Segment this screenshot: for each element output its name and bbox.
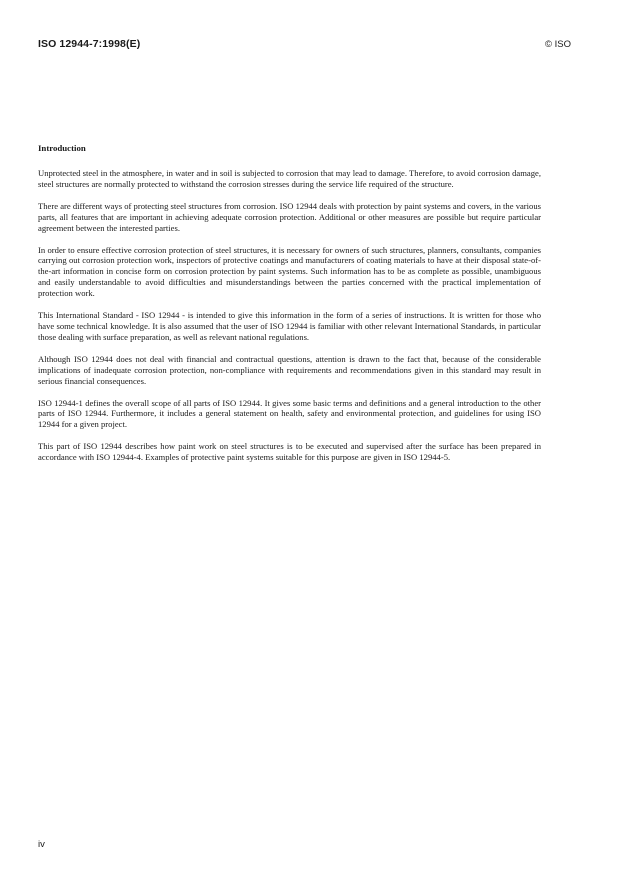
paragraph-5: Although ISO 12944 does not deal with financial and contractual questions, attention is drawn to the fact that, because of the considerable implications of inadequate corrosion protection, non-compliance with requirements and recommendations given in this standard may result in serious financial consequences. [38, 353, 541, 386]
document-id: ISO 12944-7:1998(E) [38, 38, 141, 50]
paragraph-1: Unprotected steel in the atmosphere, in water and in soil is subjected to corrosion that may lead to damage. Therefore, to avoid corrosion damage, steel structures are normally protected to withstand the corrosion stresses during the service life required of the structure. [38, 168, 541, 189]
paragraph-2: There are different ways of protecting steel structures from corrosion. ISO 12944 deals with protection by paint systems and covers, in the various parts, all features that are important in achieving adequate corrosion protection. Additional or other measures are possible but require particular agreement between the interested parties. [38, 200, 541, 233]
paragraph-7: This part of ISO 12944 describes how paint work on steel structures is to be executed and supervised after the surface has been prepared in accordance with ISO 12944-4. Examples of protective paint systems suitable for this purpose are given in ISO 12944-5. [38, 441, 541, 463]
page-header [38, 38, 571, 52]
paragraph-3: In order to ensure effective corrosion protection of steel structures, it is necessary for owners of such structures, planners, consultants, companies carrying out corrosion protection work, inspectors of protective coatings and manufacturers of coating materials to have at their disposal state-of-the-art information in concise form on corrosion protection by paint systems. Such information has to be as complete as possible, unambiguous and easily understandable to avoid difficulties and misunderstandings between the parties concerned with the practical implementation of protection work. [38, 244, 541, 299]
paragraph-6: ISO 12944-1 defines the overall scope of all parts of ISO 12944. It gives some basic terms and definitions and a general introduction to the other parts of ISO 12944. Furthermore, it includes a general statement on health, safety and environmental protection, and guidelines for using ISO 12944 for a given project. [38, 397, 541, 430]
paragraph-4: This International Standard - ISO 12944 - is intended to give this information in the form of a series of instructions. It is written for those who have some technical knowledge. It is also assumed that the user of ISO 12944 is familiar with other relevant International Standards, in particular those dealing with surface preparation, as well as relevant national regulations. [38, 310, 541, 342]
page-number: iv [38, 839, 45, 850]
copyright-notice: © ISO [544, 39, 571, 50]
introduction-section [38, 143, 541, 474]
section-title: Introduction [38, 143, 86, 153]
